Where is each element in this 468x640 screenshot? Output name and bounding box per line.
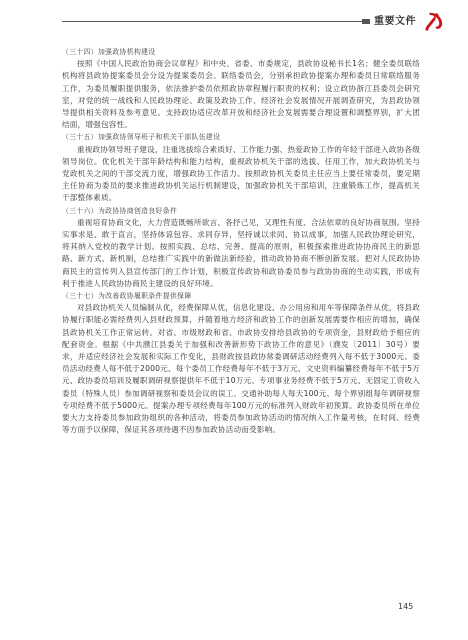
section-paragraph: 对县政协机关人员编制从优，经费保障从优，信息化建设、办公用房和用车等保障条件从优，将县政协履行职能必需经费列入县财政预算，并随着地方经济和政协工作的创新发展需要作相应的增加，确保县政协机关工作正常运转。对省、市级财政和省、市政协安排给县政协的专项资金，县财政给予相应的配套资金。根据《中共濮江县委关于加强和改善新形势下政协工作的意见》（濮发〔2011〕30号）要求，并适应经济社会发展和实际工作变化，县财政按县政协常委调研活动经费列入每不低于3000元、委员活动经费人每不低于2000元、每个委员工作经费每年不低于3万元、文史资料编纂经费每年不低于5万元、政协委员培训及履职调研视察提供年不低于10万元、专项事业务经费不低于5万元、无固定工资收入委员（特殊人员）参加调研视察和委员会议的误工、交通补助每人每天100元、每个界别组每年调研视察专项经费不低于5000元。提案办理专项经费每年100万元的标准列入财政年初预算。政协委员所在单位要大力支持委员参加政协组织的各种活动，将委员参加政协活动的情况纳入工作量考核，在时间、经费等方面予以保障，保证其各项待遇不因参加政协活动而受影响。	[62, 303, 421, 435]
section-36	[62, 205, 420, 290]
section-paragraph: 按照《中国人民政治协商会议章程》和中央、省委、市委规定，县政协设秘书长1名；健全委员联络机构将县政协提案委员会分设为提案委员会、联络委员会，分别承担政协提案办理和委员日常联络服务工作，为委员履职提供服务，依法推护委员依照政协章程履行职责的权利；设立政协浙江县委员会研究室，对党的统一战线和人民政协理论、政策及政协工作、经济社会发展情况开展调查研究，为县政协领导提供相关资料及参考意见。支持政协适应改革开放和经济社会发展需要合理设置和调整界别，扩大团结面，增强包容性。	[62, 59, 420, 130]
header-title: 重要文件	[374, 16, 416, 27]
section-heading: （三十五）加强政协领导班子和机关干部队伍建设	[62, 133, 221, 142]
section-34	[62, 46, 420, 131]
section-35	[62, 131, 420, 204]
party-emblem-icon	[422, 10, 446, 32]
header-rule-end	[362, 19, 370, 24]
section-heading: （三十七）为改善政协履职条件提供保障	[62, 292, 192, 301]
section-paragraph: 重视政协领导班子建设，注重选拔综合素质好、工作能力强、热爱政协工作的年轻干部进入政协各级领导岗位。优化机关干部年龄结构和能力结构，重视政协机关干部的选拔、任用工作，加大政协机关与党政机关之间的干部交流力度，增强政协工作活力。按照政协机关委员主任应当上要任常委员，要定期主任协商为委员的要求推进政协机关运行机制建设，加强政协机关干部培训，注重锻炼工作，提高机关干部整体素质。	[62, 144, 420, 203]
header-rule	[62, 21, 362, 22]
section-paragraph: 重视培育协商文化，大力营造既畅所欲言、各抒己见，又理性有度、合法依章的良好协商氛围。坚持实事求是、敢于直言，坚持体谅包容、求同存异，坚持诚以求同、协以成事，加强人民政协理论研究，将其纳入党校的教学计划。按照实践、总结、完善、提高的原则，积极探索推进政协协商民主的新思路、新方式、新机制，总结推广实践中的新做法新经验，推动政协协商不断创新发展。把对人民政协协商民主的宣传列入县宣传部门的工作计划，积极宣传政协和政协委员参与政协协商的生动实践，形成有利于推进人民政协协商民主建设的良好环境。	[62, 217, 420, 288]
section-heading: （三十四）加强政协机构建设	[62, 48, 156, 56]
document-body	[62, 46, 420, 437]
section-37	[62, 290, 420, 436]
page-header	[0, 10, 468, 32]
section-heading: （三十六）为政协协商创造良好条件	[62, 206, 178, 215]
page-number: 145	[398, 602, 414, 611]
